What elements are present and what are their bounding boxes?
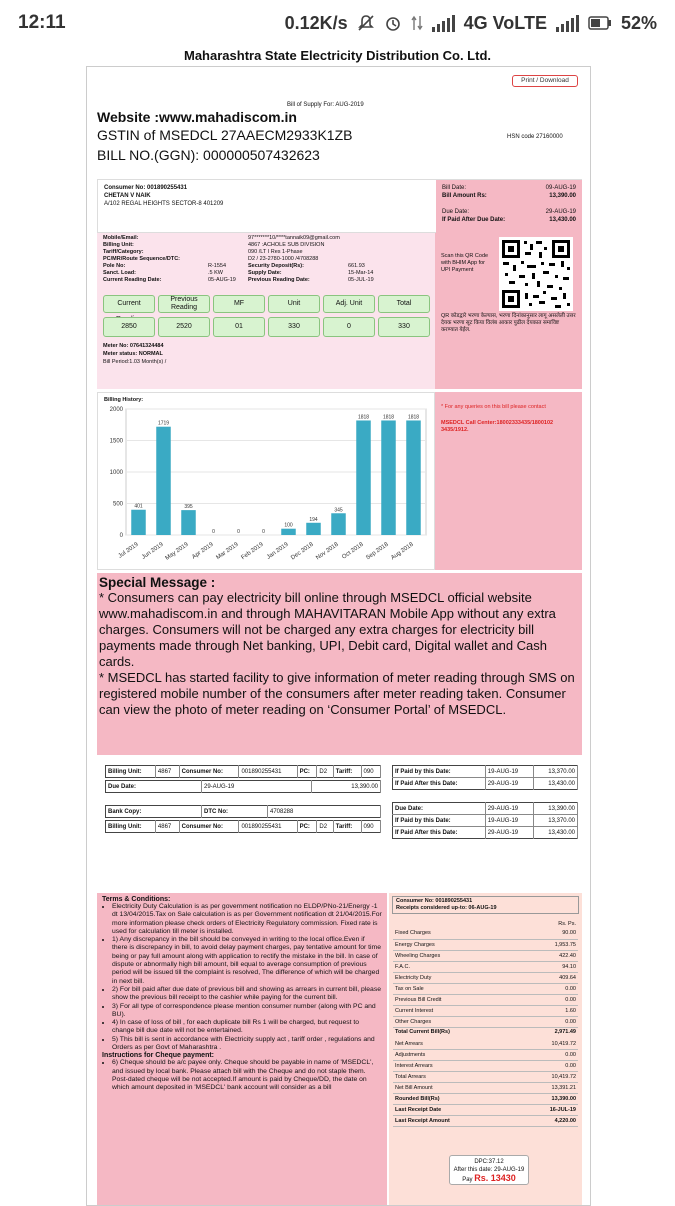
consumer-number: Consumer No: 001890255431	[104, 185, 188, 191]
chart-data-label: 1719	[157, 420, 170, 427]
summary-value: 13,391.21	[515, 1082, 578, 1093]
summary-row	[393, 1104, 578, 1115]
battery-icon	[588, 16, 612, 30]
summary-label: Wheeling Charges	[393, 950, 515, 961]
summary-label: Total Arrears	[393, 1071, 515, 1082]
summary-value: 1,953.75	[515, 939, 578, 950]
dpc-amount: DPC:37.12	[474, 1159, 504, 1165]
summary-row	[393, 1082, 578, 1093]
chart-data-label: 1818	[357, 414, 370, 421]
chart-bar	[131, 510, 146, 535]
summary-row	[393, 1049, 578, 1060]
bill-period: Bill Period:1.03 Month(s) /	[103, 359, 167, 365]
chart-xtick-label: Nov 2018	[315, 541, 340, 562]
qr-marathi-note: QR कोडद्वारे भरणा केल्यास, भरणा दिनांकानुसार लागू असलेली उत्तर देयक भरणा सूट किया विलंब आकार पुढील देयकात समाविष्ट करण्यात येईल.	[441, 313, 576, 333]
summary-row	[393, 994, 578, 1005]
bank-pay-table: Due Date: 29-AUG-19 13,390.00 If Paid by this Date: 19-AUG-19 13,370.00 If Paid After this Date: 29-AUG-19 13,430.00	[392, 802, 578, 839]
summary-label: Energy Charges	[393, 939, 515, 950]
chart-bar	[281, 529, 296, 535]
summary-label: Electricity Duty	[393, 972, 515, 983]
queries-section	[435, 392, 582, 570]
summary-value: 94.10	[515, 961, 578, 972]
summary-row	[393, 1038, 578, 1049]
summary-value: 0.00	[515, 1016, 578, 1027]
bill-document	[86, 66, 591, 1206]
reading-header: MF	[213, 295, 265, 313]
summary-label: F.A.C.	[393, 961, 515, 972]
terms-title: Terms & Conditions:	[102, 896, 171, 903]
summary-row	[393, 939, 578, 950]
reading-header: Unit	[268, 295, 320, 313]
summary-value: 13,390.00	[515, 1093, 578, 1104]
chart-xtick-label: Feb 2019	[240, 541, 265, 562]
consumer-address: A/102 REGAL HEIGHTS SECTOR-8 401209	[104, 201, 224, 207]
chart-xtick-label: Sep 2018	[365, 541, 390, 562]
summary-row	[393, 1093, 578, 1104]
signal-icon-2	[556, 14, 579, 32]
summary-row	[393, 1071, 578, 1082]
data-arrows-icon	[411, 14, 423, 32]
chart-xtick-label: Aug 2018	[390, 541, 415, 562]
chart-data-label: 0	[237, 529, 240, 535]
chart-bar	[406, 420, 421, 535]
chart-data-label: 1818	[407, 414, 420, 421]
special-text-2: * MSEDCL has started facility to give information of meter reading through SMS on registered mobile number of the consumers after meter reading taken. Consumer can view the photo of meter reading on ‘Consumer Portal’ of MSEDCL.	[99, 670, 575, 717]
chart-data-label: 1818	[382, 414, 395, 421]
cheque-title: Instructions for Cheque payment:	[102, 1052, 215, 1060]
terms-list	[102, 903, 382, 1052]
chart-data-label: 395	[184, 504, 193, 511]
reading-header: Current	[103, 295, 155, 313]
hsn-code: HSN code 27160000	[507, 134, 563, 140]
reading-value: 0	[323, 317, 375, 337]
reading-value: 330	[378, 317, 430, 337]
consumer-section	[97, 179, 582, 233]
chart-bar	[356, 420, 371, 535]
summary-value: 2,971.49	[515, 1027, 578, 1038]
bill-summary-box	[436, 180, 582, 233]
print-download-button[interactable]: Print / Download	[512, 75, 578, 87]
summary-label: Adjustments	[393, 1049, 515, 1060]
reading-value: 330	[268, 317, 320, 337]
summary-label: Fixed Charges	[393, 928, 515, 939]
summary-value: 0.00	[515, 1060, 578, 1071]
chart-bar	[181, 510, 196, 535]
chart-bar	[381, 420, 396, 535]
summary-row	[393, 1027, 578, 1038]
summary-table	[393, 928, 578, 1127]
alarm-icon	[384, 14, 402, 32]
special-title: Special Message :	[99, 575, 216, 590]
reading-header: Previous Reading	[158, 295, 210, 313]
payment-slip-left	[105, 765, 381, 833]
reading-header: Total	[378, 295, 430, 313]
billing-history-title: Billing History:	[104, 397, 144, 403]
summary-value: 1.60	[515, 1005, 578, 1016]
call-center: MSEDCL Call Center:18002333435/1800102 3435/1912.	[441, 420, 554, 433]
chart-xtick-label: Jul 2019	[117, 541, 140, 560]
summary-value: 10,419.72	[515, 1071, 578, 1082]
summary-label: Other Charges	[393, 1016, 515, 1027]
chart-data-label: 194	[309, 516, 318, 523]
payment-slip-right	[392, 765, 578, 839]
consumer-name: CHETAN V NAIK	[104, 193, 151, 199]
summary-value: 422.40	[515, 950, 578, 961]
pay-by-table: If Paid by this Date: 19-AUG-19 13,370.00 If Paid After this Date: 29-AUG-19 13,430.00	[392, 765, 578, 790]
after-due-row: If Paid After Due Date: 13,430.00	[442, 217, 576, 223]
network-speed: 0.12K/s	[284, 12, 348, 33]
chart-xtick-label: Jan 2019	[265, 541, 290, 561]
reading-value: 01	[213, 317, 265, 337]
billing-history-chart	[98, 403, 436, 571]
reading-value: 2850	[103, 317, 155, 337]
special-message	[97, 573, 582, 755]
summary-row	[393, 961, 578, 972]
qr-code-image	[499, 237, 573, 311]
chart-data-label: 345	[334, 507, 343, 514]
summary-value: 4,220.00	[515, 1115, 578, 1126]
chart-ytick-label: 500	[112, 501, 123, 508]
due-date-row: Due Date: 29-AUG-19	[442, 209, 576, 215]
terms-item: • 5) This bill is sent in accordance with Electricity supply act , tariff order , regulations and Orders as per Govt of Maharashtra .	[112, 1036, 382, 1053]
chart-bar	[306, 523, 321, 535]
after-due-date: After this date: 29-AUG-19	[453, 1167, 525, 1173]
billing-unit-row-2: Billing Unit: 4867 Consumer No: 001890255431 PC: D2 Tariff: 090	[105, 820, 381, 833]
summary-label: Interest Arrears	[393, 1060, 515, 1071]
meter-number: Meter No: 07641324484	[103, 343, 164, 349]
network-type: 4G VoLTE	[463, 12, 547, 33]
status-bar	[0, 0, 675, 46]
summary-row	[393, 1060, 578, 1071]
battery-level: 52%	[620, 12, 657, 33]
page-header: Maharashtra State Electricity Distribution Co. Ltd.	[184, 48, 491, 63]
pay-box	[449, 1155, 529, 1185]
summary-label: Last Receipt Amount	[393, 1115, 515, 1126]
summary-label: Net Bill Amount	[393, 1082, 515, 1093]
summary-label: Tax on Sale	[393, 983, 515, 994]
summary-row	[393, 928, 578, 939]
website-label: Website :www.mahadiscom.in	[97, 109, 297, 125]
bank-copy-row: Bank Copy: DTC No: 4708288	[105, 805, 381, 818]
qr-section	[435, 233, 582, 389]
summary-value: 10,419.72	[515, 1038, 578, 1049]
pay-label: Pay	[462, 1177, 473, 1183]
bill-number: BILL NO.(GGN): 000000507432623	[97, 147, 320, 163]
terms-item: • Electricity Duty Calculation is as per government notification no ELDP/PNo-21/Energy -1 dt 13/04/2015.Tax on Sale calculation is as per Government notification dt 21/04/2015.For more information please check orders of Electricity Regulatory commission. Fixed rate is used for calculation till meter is installed.	[112, 903, 382, 936]
queries-note: * For any queries on this bill please contact	[441, 404, 546, 410]
chart-xtick-label: Oct 2018	[341, 541, 365, 561]
terms-item: • 4) In case of loss of bill , for each duplicate bill Rs 1 will be charged, but request to change bill due date will not be entertained.	[112, 1019, 382, 1036]
reading-value: 2520	[158, 317, 210, 337]
summary-row	[393, 950, 578, 961]
status-time: 12:11	[18, 12, 66, 33]
chart-data-label: 0	[262, 529, 265, 535]
chart-xtick-label: Mar 2019	[215, 541, 240, 562]
chart-ytick-label: 1500	[109, 438, 123, 445]
summary-label: Net Arrears	[393, 1038, 515, 1049]
terms-item: • 3) For all type of correspondence please mention consumer number (along with PC and BU).	[112, 1003, 382, 1020]
qr-instructions: Scan this QR Code with BHIM App for UPI Payment	[441, 253, 489, 273]
summary-row	[393, 983, 578, 994]
bill-amount-row: Bill Amount Rs: 13,390.00	[442, 193, 576, 199]
due-date-slip: Due Date: 29-AUG-19 13,390.00	[105, 780, 381, 793]
chart-ytick-label: 1000	[109, 470, 123, 476]
connection-details	[97, 233, 435, 389]
summary-label: Total Current Bill(Rs)	[393, 1027, 515, 1038]
cheque-list	[102, 1059, 382, 1092]
summary-value: 16-JUL-19	[515, 1104, 578, 1115]
summary-value: 90.00	[515, 928, 578, 939]
gstin-label: GSTIN of MSEDCL 27AAECM2933K1ZB	[97, 127, 353, 143]
summary-value: 0.00	[515, 983, 578, 994]
summary-row	[393, 1115, 578, 1126]
reading-values	[103, 317, 431, 337]
reading-headers	[103, 295, 431, 313]
summary-value: 409.64	[515, 972, 578, 983]
chart-xtick-label: Jun 2019	[140, 541, 165, 561]
summary-row	[393, 1016, 578, 1027]
mute-icon	[357, 14, 375, 32]
chart-xtick-label: May 2019	[164, 541, 190, 562]
details-list: Mobile/Email: 97*******10/****tannaik09@gmail.com Billing Unit: 4867 :ACHOLE SUB DIVISION Tariff/Category: 090 /LT I Res 1-Phase PC/MR/Route Sequence/DTC: D2 / 23-2780-1000 /4708288 Pole No: R-1554 Security Deposit(Rs): 661.93 Sanct. Load: .5 KW Supply Date: 15-Mar-14 Current Reading Date: 05-AUG-19 Previous Reading Date: 05-JUL-19	[103, 235, 374, 283]
special-text-1: * Consumers can pay electricity bill online through MSEDCL official website www.mahadiscom.in and through MAHAVITARAN Mobile App without any extra charges. Consumers will not be charged any extra charges for electricity bill payments made through Net banking, UPI, Debit card, Digital wallet and Cash cards.	[99, 590, 556, 669]
billing-unit-row: Billing Unit: 4867 Consumer No: 001890255431 PC: D2 Tariff: 090	[105, 765, 381, 778]
summary-value: 0.00	[515, 994, 578, 1005]
summary-label: Current Interest	[393, 1005, 515, 1016]
chart-xtick-label: Apr 2019	[191, 541, 215, 561]
summary-label: Rounded Bill(Rs)	[393, 1093, 515, 1104]
chart-ytick-label: 0	[119, 533, 123, 539]
signal-icon	[432, 14, 455, 32]
rs-ps-label: Rs. Ps.	[558, 921, 576, 927]
terms-item: • 1) Any discrepancy in the bill should be conveyed in writing to the local office.Even if there is discrepancy in bill, to avoid delay payment charges, pay tentative amount for time being or pay full amount along with application to rectify the mistake in the bill. In case of dispute or abnormally high bill amount, bill equal to average consumption of previous period will be issued till the complaint is resolved, The difference of which will be charged in next bill.	[112, 936, 382, 986]
chart-bar	[331, 513, 346, 535]
billing-history-section	[97, 392, 435, 570]
pay-amount: Rs. 13430	[474, 1173, 516, 1183]
summary-label: Last Receipt Date	[393, 1104, 515, 1115]
chart-data-label: 0	[212, 529, 215, 535]
summary-row	[393, 1005, 578, 1016]
bill-date-row: Bill Date: 09-AUG-19	[442, 185, 576, 191]
meter-status: Meter status: NORMAL	[103, 351, 163, 357]
reading-header: Adj. Unit	[323, 295, 375, 313]
chart-xtick-label: Dec 2018	[290, 541, 315, 562]
terms-section	[97, 893, 387, 1206]
terms-item: • 2) For bill paid after due date of previous bill and showing as arrears in current bill, please show the previous bill receipt to the cashier while paying for the current bill.	[112, 986, 382, 1003]
cheque-item: • 6) Cheque should be a/c payee only. Cheque should be payable in name of 'MSEDCL', and issued by local bank. Please attach bill with the Cheque and do not staple them. Post-dated cheque will be not accepted.If amount is paid by Cheque/DD, the date on which amount deposited in 'MSEDCL' bank account will consider as a bill	[112, 1059, 382, 1092]
chart-data-label: 401	[134, 503, 143, 510]
bill-summary-section	[389, 893, 582, 1206]
summary-row	[393, 972, 578, 983]
chart-ytick-label: 2000	[109, 407, 123, 413]
chart-bar	[156, 427, 171, 535]
summary-consumer: Consumer No: 001890255431 Receipts considered up-to: 06-AUG-19	[392, 896, 579, 914]
summary-value: 0.00	[515, 1049, 578, 1060]
bill-of-supply: Bill of Supply For: AUG-2019	[287, 102, 364, 108]
summary-label: Previous Bill Credit	[393, 994, 515, 1005]
chart-data-label: 100	[284, 522, 293, 529]
